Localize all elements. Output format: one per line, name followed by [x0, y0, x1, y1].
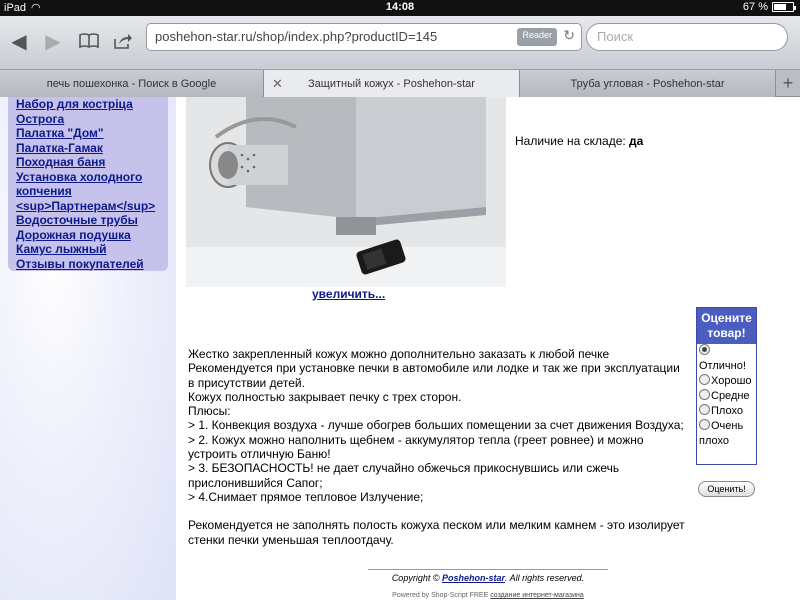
- description-line: > 3. БЕЗОПАСНОСТЬ! не дает случайно обжечься прикоснувшись или сжечь прислонившийся Сапог;: [188, 461, 620, 490]
- radio-icon[interactable]: [699, 389, 710, 400]
- status-bar: [0, 0, 800, 16]
- tab-title: печь пошехонка - Поиск в Google: [46, 77, 217, 90]
- wifi-icon: ◠: [31, 2, 41, 14]
- forward-arrow-icon[interactable]: ▶: [45, 30, 61, 53]
- url-text: poshehon-star.ru/shop/index.php?productID=145: [155, 29, 438, 44]
- radio-checked-icon[interactable]: [699, 344, 710, 355]
- sidebar-item-tent-house[interactable]: Палатка "Дом": [16, 126, 104, 140]
- rating-box: [696, 307, 757, 465]
- sidebar-item-campfire-set[interactable]: Набор для костріца: [16, 97, 133, 111]
- sidebar-item-cold-smoker[interactable]: Установка холодного копчения: [16, 169, 143, 198]
- rating-option-good[interactable]: Хорошо: [697, 374, 756, 389]
- rate-button[interactable]: Оценить!: [698, 481, 755, 497]
- sidebar-item-gutters[interactable]: Водосточные трубы: [16, 213, 138, 227]
- description-line: > 4.Снимает прямое тепловое Излучение;: [188, 489, 424, 504]
- description-line: > 2. Кожух можно наполнить щебнем - аккумулятор тепла (греет ровнее) и можно устроить отличную Баню!: [188, 432, 644, 462]
- sidebar-item-partners[interactable]: <sup>Партнерам</sup>: [16, 198, 156, 213]
- clock: 14:08: [385, 1, 415, 13]
- sidebar-item-travel-pillow[interactable]: Дорожная подушка: [16, 227, 131, 242]
- description-line: Рекомендуется при установке печки в автомобиле или лодке и так же при эксплуатации в присутствии детей.: [188, 361, 680, 390]
- battery-percent: 67 %: [742, 1, 768, 13]
- enlarge-link[interactable]: увеличить...: [312, 287, 386, 301]
- sidebar-item-fish-spear[interactable]: Острога: [16, 111, 65, 126]
- category-menu: [8, 97, 168, 271]
- description-line: Жестко закрепленный кожух можно дополнительно заказать к любой печке: [188, 347, 610, 361]
- reload-icon[interactable]: ↻: [563, 27, 575, 43]
- stock-label: Наличие на складе:: [515, 134, 630, 148]
- copyright: Copyright © Poshehon-star. All rights reserved.: [391, 573, 585, 583]
- radio-icon[interactable]: [699, 419, 710, 430]
- product-photo[interactable]: [186, 97, 506, 287]
- page-content: [0, 97, 800, 600]
- rating-option-average[interactable]: Средне: [697, 389, 756, 404]
- tab-protective-cover[interactable]: [264, 70, 520, 97]
- description-closing: Рекомендуется не заполнять полость кожуха песком или мелким камнем - это изолирует стенки печки уменьшая теплоотдачу.: [188, 518, 685, 547]
- browser-toolbar: [0, 16, 800, 70]
- radio-icon[interactable]: [699, 404, 710, 415]
- powered-by-link[interactable]: создание интернет-магазина: [490, 592, 584, 599]
- description-line: Кожух полностью закрывает печку с трех сторон.: [188, 389, 462, 404]
- stock-status: [515, 134, 643, 148]
- tab-bar: [0, 70, 800, 97]
- rating-title: Оцените товар!: [697, 308, 756, 344]
- reader-button[interactable]: Reader: [517, 28, 557, 46]
- tab-title: Защитный кожух - Poshehon-star: [308, 77, 475, 90]
- sidebar-item-camp-sauna[interactable]: Походная баня: [16, 155, 106, 169]
- new-tab-plus-icon[interactable]: +: [782, 73, 794, 93]
- search-input[interactable]: Поиск: [586, 23, 788, 51]
- rating-option-bad[interactable]: Плохо: [697, 404, 756, 419]
- tab-google-search[interactable]: [0, 70, 264, 97]
- sidebar-item-ski-skins[interactable]: Камус лыжный: [16, 242, 107, 256]
- close-icon[interactable]: ✕: [272, 76, 283, 91]
- radio-icon[interactable]: [699, 374, 710, 385]
- rating-option-excellent[interactable]: Отлично!: [697, 344, 756, 374]
- stock-value: да: [629, 134, 644, 148]
- description-line: > 1. Конвекция воздуха - лучше обогрев больших помещении за счет движения Воздуха;: [188, 418, 684, 433]
- back-arrow-icon[interactable]: ◀: [11, 30, 27, 53]
- tab-corner-pipe[interactable]: [520, 70, 776, 97]
- bookmarks-icon[interactable]: [74, 26, 104, 56]
- description-line: Плюсы:: [188, 404, 231, 419]
- sidebar-item-reviews[interactable]: Отзывы покупателей: [16, 256, 144, 271]
- tab-title: Труба угловая - Poshehon-star: [570, 77, 725, 90]
- powered-by: Powered by Shop-Script FREE создание интернет-магазина: [392, 592, 584, 599]
- product-description: [188, 347, 688, 547]
- battery-fill: [774, 4, 786, 10]
- share-icon[interactable]: [108, 26, 138, 56]
- sidebar-item-tent-hammock[interactable]: Палатка-Гамак: [16, 140, 103, 155]
- rating-option-very-bad[interactable]: Очень плохо: [699, 420, 744, 447]
- copyright-link[interactable]: Poshehon-star: [441, 573, 505, 583]
- device-name: iPad: [4, 1, 27, 14]
- footer-divider: [368, 569, 608, 570]
- battery-icon: [772, 2, 794, 12]
- url-field[interactable]: [146, 23, 582, 51]
